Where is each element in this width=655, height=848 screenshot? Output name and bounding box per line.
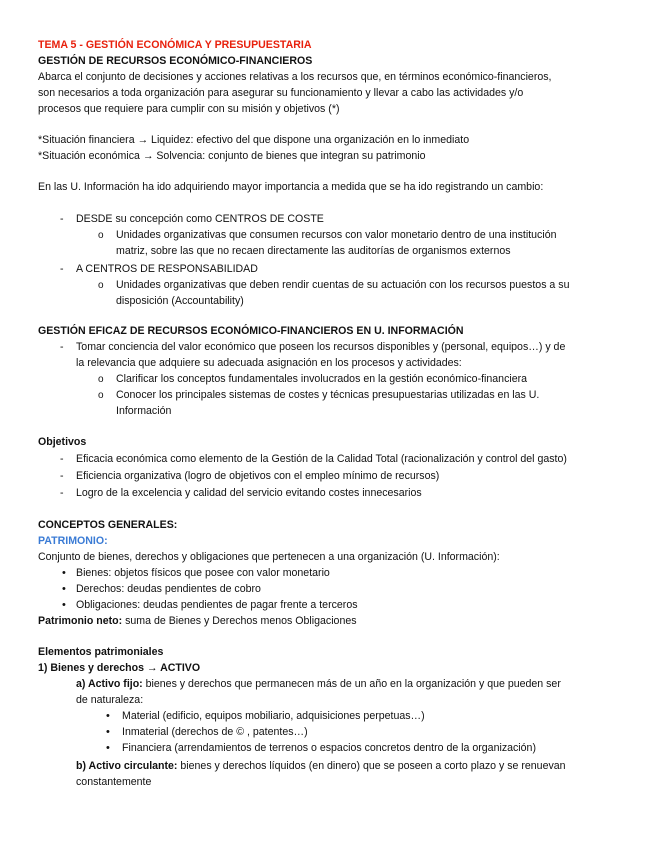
change-desde: DESDE su concepción como CENTROS DE COSTE <box>76 213 324 225</box>
dash-bullet: - <box>60 487 64 499</box>
gestion-sub-2a: Conocer los principales sistemas de costes y técnicas presupuestarias utilizadas en las U. <box>116 389 540 401</box>
activo-fijo-material: Material (edificio, equipos mobiliario, adquisiciones perpetuas…) <box>122 710 425 722</box>
gestion-sub-2b: Información <box>116 405 172 417</box>
situation-financial: *Situación financiera → Liquidez: efectivo del que dispone una organización en lo inmediato <box>38 134 470 146</box>
document-title: TEMA 5 - GESTIÓN ECONÓMICA Y PRESUPUESTARIA <box>38 39 312 51</box>
dash-bullet: - <box>60 213 64 225</box>
situation-economic: *Situación económica → Solvencia: conjunto de bienes que integran su patrimonio <box>38 150 426 162</box>
activo-circ-label: b) Activo circulante: <box>76 760 178 772</box>
activo-circ-cont: constantemente <box>76 776 152 788</box>
gestion-sub-1: Clarificar los conceptos fundamentales involucrados en la gestión económico-financiera <box>116 373 528 385</box>
change-intro: En las U. Información ha ido adquiriendo mayor importancia a medida que se ha ido registrando un cambio: <box>38 181 544 193</box>
dot-bullet: • <box>62 599 66 611</box>
intro-line-2: son necesarios a toda organización para asegurar su funcionamiento y llevar a cabo las actividades y/o <box>38 87 524 99</box>
change-a: A CENTROS DE RESPONSABILIDAD <box>76 263 258 275</box>
patrimonio-neto-label: Patrimonio neto: <box>38 615 123 627</box>
activo-fijo-inmaterial: Inmaterial (derechos de © , patentes…) <box>122 726 308 738</box>
activo-circ-text: bienes y derechos líquidos (en dinero) que se poseen a corto plazo y se renuevan <box>177 760 566 772</box>
dash-bullet: - <box>60 470 64 482</box>
activo-heading: 1) Bienes y derechos → ACTIVO <box>38 662 201 674</box>
circle-bullet: o <box>98 230 104 241</box>
activo-fijo <box>76 677 561 693</box>
activo-fijo-text: bienes y derechos que permanecen más de un año en la organización y que pueden ser <box>142 678 561 690</box>
intro-line-1: Abarca el conjunto de decisiones y acciones relativas a los recursos que, en términos económico-financieros, <box>38 71 552 83</box>
a-sub-1: Unidades organizativas que deben rendir cuentas de su actuación con los recursos puestos a su <box>116 279 570 291</box>
activo-fijo-label: a) Activo fijo: <box>76 678 143 690</box>
patrimonio-heading: PATRIMONIO: <box>38 535 108 547</box>
elementos-heading: Elementos patrimoniales <box>38 646 164 658</box>
intro-line-3: procesos que requiere para cumplir con su misión y objetivos (*) <box>38 103 340 115</box>
dot-bullet: • <box>62 567 66 579</box>
patrimonio-item-derechos: Derechos: deudas pendientes de cobro <box>76 583 261 595</box>
activo-fijo-cont: de naturaleza: <box>76 694 144 706</box>
activo-fijo-financiera: Financiera (arrendamientos de terrenos o espacios concretos dentro de la organización) <box>122 742 536 754</box>
dot-bullet: • <box>106 710 110 722</box>
circle-bullet: o <box>98 390 104 401</box>
objetivo-2: Eficiencia organizativa (logro de objetivos con el empleo mínimo de recursos) <box>76 470 440 482</box>
gestion-heading: GESTIÓN EFICAZ DE RECURSOS ECONÓMICO-FINANCIEROS EN U. INFORMACIÓN <box>38 325 464 337</box>
gestion-item-2: la relevancia que adquiere su adecuada asignación en los procesos y actividades: <box>76 357 462 369</box>
dash-bullet: - <box>60 453 64 465</box>
a-sub-2: disposición (Accountability) <box>116 295 244 307</box>
circle-bullet: o <box>98 280 104 291</box>
patrimonio-neto <box>38 614 357 630</box>
desde-sub-2: matriz, sobre las que no recaen directamente las auditorías de organismos externos <box>116 245 511 257</box>
gestion-item-1: Tomar conciencia del valor económico que poseen los recursos disponibles y (personal, equipos…) y de <box>76 341 566 353</box>
dash-bullet: - <box>60 263 64 275</box>
dot-bullet: • <box>106 742 110 754</box>
conceptos-heading: CONCEPTOS GENERALES: <box>38 519 178 531</box>
section-subtitle: GESTIÓN DE RECURSOS ECONÓMICO-FINANCIEROS <box>38 55 313 67</box>
objetivos-heading: Objetivos <box>38 436 87 448</box>
patrimonio-neto-text: suma de Bienes y Derechos menos Obligaciones <box>122 615 357 627</box>
patrimonio-definition: Conjunto de bienes, derechos y obligaciones que pertenecen a una organización (U. Información): <box>38 551 500 563</box>
objetivo-3: Logro de la excelencia y calidad del servicio evitando costes innecesarios <box>76 487 422 499</box>
objetivo-1: Eficacia económica como elemento de la Gestión de la Calidad Total (racionalización y control del gasto) <box>76 453 567 465</box>
patrimonio-item-bienes: Bienes: objetos físicos que posee con valor monetario <box>76 567 330 579</box>
circle-bullet: o <box>98 374 104 385</box>
dot-bullet: • <box>106 726 110 738</box>
dot-bullet: • <box>62 583 66 595</box>
patrimonio-item-obligaciones: Obligaciones: deudas pendientes de pagar frente a terceros <box>76 599 358 611</box>
dash-bullet: - <box>60 341 64 353</box>
activo-circulante <box>76 759 566 775</box>
desde-sub-1: Unidades organizativas que consumen recursos con valor monetario dentro de una institución <box>116 229 557 241</box>
